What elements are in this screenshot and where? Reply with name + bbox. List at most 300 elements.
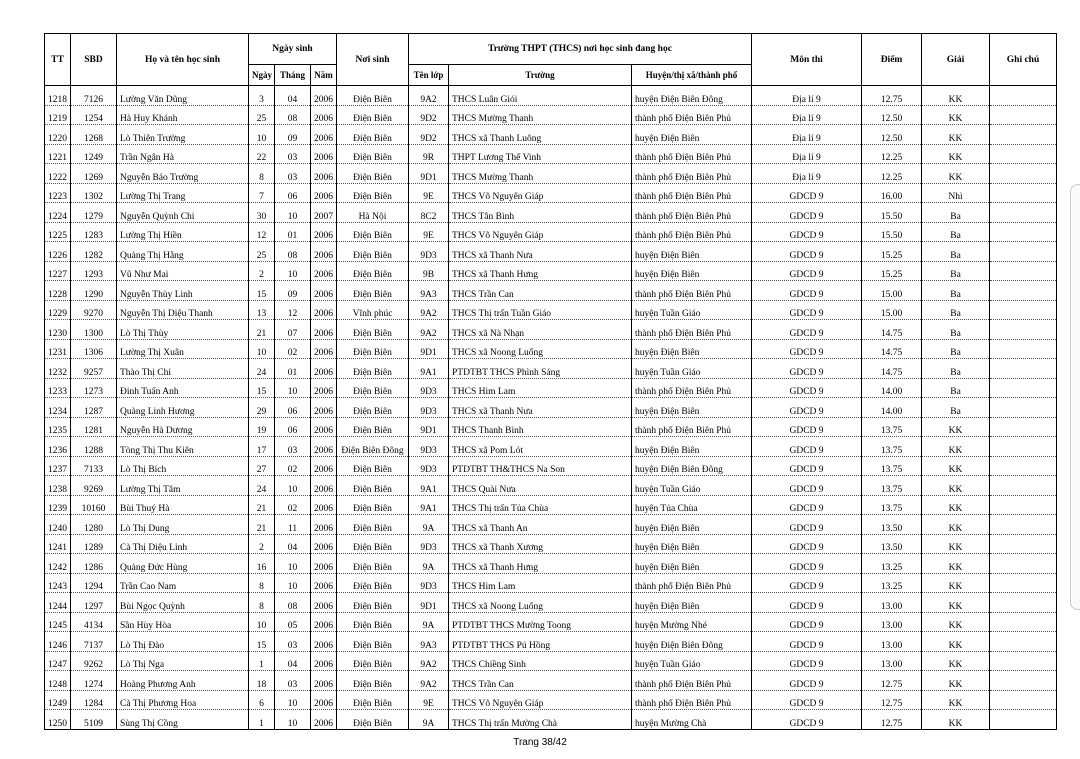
cell-school: THCS xã Pom Lót — [449, 437, 632, 457]
header-class: Tên lớp — [409, 65, 449, 86]
cell-birth-place: Điện Biên — [337, 242, 409, 262]
cell-district: huyện Điện Biên — [632, 398, 752, 418]
cell-score: 15.00 — [862, 281, 922, 301]
cell-district: thành phố Điện Biên Phủ — [632, 671, 752, 691]
cell-sbd: 10160 — [71, 495, 117, 515]
cell-year: 2006 — [311, 105, 337, 125]
cell-score: 15.00 — [862, 300, 922, 320]
cell-name: Quàng Đức Hùng — [117, 554, 249, 574]
cell-district: huyện Tuần Giáo — [632, 300, 752, 320]
cell-note — [990, 515, 1057, 535]
cell-class: 9A1 — [409, 476, 449, 496]
header-district: Huyện/thị xã/thành phố — [632, 65, 752, 86]
cell-subject: GDCD 9 — [752, 690, 862, 710]
cell-prize: Ba — [922, 378, 990, 398]
cell-tt: 1248 — [45, 671, 71, 691]
cell-birth-place: Điện Biên — [337, 710, 409, 730]
cell-tt: 1241 — [45, 534, 71, 554]
cell-sbd: 7126 — [71, 86, 117, 106]
cell-prize: Ba — [922, 300, 990, 320]
cell-name: Lò Thị Đào — [117, 632, 249, 652]
cell-subject: GDCD 9 — [752, 495, 862, 515]
cell-tt: 1238 — [45, 476, 71, 496]
cell-tt: 1242 — [45, 554, 71, 574]
header-score: Điểm — [862, 34, 922, 86]
cell-year: 2006 — [311, 144, 337, 164]
cell-school: THCS xã Thanh An — [449, 515, 632, 535]
cell-district: thành phố Điện Biên Phủ — [632, 281, 752, 301]
cell-note — [990, 378, 1057, 398]
cell-birth-place: Điện Biên — [337, 281, 409, 301]
table-row — [45, 534, 1057, 554]
table-row — [45, 398, 1057, 418]
cell-month: 02 — [275, 456, 311, 476]
cell-prize: KK — [922, 476, 990, 496]
cell-year: 2006 — [311, 398, 337, 418]
cell-subject: GDCD 9 — [752, 671, 862, 691]
cell-birth-place: Điện Biên — [337, 86, 409, 106]
cell-birth-place: Vĩnh phúc — [337, 300, 409, 320]
cell-prize: Nhì — [922, 183, 990, 203]
cell-district: thành phố Điện Biên Phủ — [632, 417, 752, 437]
cell-class: 9D3 — [409, 456, 449, 476]
cell-school: THCS Him Lam — [449, 573, 632, 593]
cell-tt: 1221 — [45, 144, 71, 164]
cell-note — [990, 651, 1057, 671]
cell-note — [990, 320, 1057, 340]
cell-district: huyện Tuần Giáo — [632, 476, 752, 496]
cell-year: 2006 — [311, 710, 337, 730]
cell-prize: KK — [922, 515, 990, 535]
cell-year: 2006 — [311, 417, 337, 437]
cell-day: 15 — [249, 632, 275, 652]
cell-class: 9A2 — [409, 671, 449, 691]
cell-class: 9A1 — [409, 359, 449, 379]
cell-class: 9D3 — [409, 378, 449, 398]
cell-class: 9D3 — [409, 534, 449, 554]
cell-class: 9E — [409, 183, 449, 203]
cell-note — [990, 222, 1057, 242]
cell-note — [990, 456, 1057, 476]
table-row — [45, 320, 1057, 340]
cell-birth-place: Điện Biên — [337, 456, 409, 476]
cell-birth-place: Điện Biên — [337, 125, 409, 145]
cell-month: 06 — [275, 183, 311, 203]
cell-sbd: 1283 — [71, 222, 117, 242]
cell-name: Bùi Ngọc Quỳnh — [117, 593, 249, 613]
cell-tt: 1239 — [45, 495, 71, 515]
cell-school: THCS Mường Thanh — [449, 164, 632, 184]
cell-sbd: 1294 — [71, 573, 117, 593]
cell-month: 09 — [275, 281, 311, 301]
cell-note — [990, 242, 1057, 262]
cell-month: 03 — [275, 144, 311, 164]
table-row — [45, 612, 1057, 632]
cell-birth-place: Điện Biên — [337, 261, 409, 281]
cell-score: 14.75 — [862, 320, 922, 340]
cell-birth-place: Điện Biên — [337, 593, 409, 613]
cell-birth-place: Điện Biên — [337, 164, 409, 184]
cell-score: 13.75 — [862, 456, 922, 476]
cell-score: 13.00 — [862, 593, 922, 613]
cell-tt: 1231 — [45, 339, 71, 359]
header-month: Tháng — [275, 65, 311, 86]
cell-tt: 1246 — [45, 632, 71, 652]
cell-sbd: 1293 — [71, 261, 117, 281]
cell-name: Quàng Thị Hằng — [117, 242, 249, 262]
cell-prize: Ba — [922, 320, 990, 340]
cell-class: 9D1 — [409, 593, 449, 613]
cell-day: 27 — [249, 456, 275, 476]
table-row — [45, 671, 1057, 691]
cell-score: 13.50 — [862, 515, 922, 535]
cell-score: 13.00 — [862, 651, 922, 671]
cell-subject: GDCD 9 — [752, 554, 862, 574]
cell-class: 9A — [409, 515, 449, 535]
cell-name: Đinh Tuấn Anh — [117, 378, 249, 398]
cell-school: THCS Võ Nguyên Giáp — [449, 183, 632, 203]
cell-tt: 1222 — [45, 164, 71, 184]
table-row — [45, 593, 1057, 613]
cell-name: Hoàng Phương Anh — [117, 671, 249, 691]
table-row — [45, 476, 1057, 496]
cell-name: Nguyễn Quỳnh Chi — [117, 203, 249, 223]
cell-birth-place: Điện Biên — [337, 534, 409, 554]
cell-prize: Ba — [922, 242, 990, 262]
cell-note — [990, 300, 1057, 320]
cell-subject: Địa lí 9 — [752, 125, 862, 145]
cell-year: 2006 — [311, 515, 337, 535]
cell-subject: Địa lí 9 — [752, 164, 862, 184]
cell-day: 10 — [249, 339, 275, 359]
cell-district: thành phố Điện Biên Phủ — [632, 378, 752, 398]
cell-subject: GDCD 9 — [752, 398, 862, 418]
cell-subject: GDCD 9 — [752, 183, 862, 203]
cell-subject: GDCD 9 — [752, 573, 862, 593]
vertical-scrollbar[interactable] — [1070, 184, 1080, 610]
cell-score: 13.75 — [862, 437, 922, 457]
cell-name: Trần Ngân Hà — [117, 144, 249, 164]
cell-year: 2006 — [311, 612, 337, 632]
cell-note — [990, 183, 1057, 203]
cell-class: 9R — [409, 144, 449, 164]
cell-tt: 1247 — [45, 651, 71, 671]
cell-class: 9E — [409, 690, 449, 710]
cell-sbd: 1297 — [71, 593, 117, 613]
cell-prize: Ba — [922, 359, 990, 379]
cell-district: huyện Điện Biên — [632, 261, 752, 281]
cell-day: 21 — [249, 495, 275, 515]
cell-school: THCS xã Thanh Hưng — [449, 554, 632, 574]
cell-sbd: 5109 — [71, 710, 117, 730]
cell-class: 9D1 — [409, 339, 449, 359]
cell-class: 9D3 — [409, 437, 449, 457]
cell-sbd: 1269 — [71, 164, 117, 184]
cell-day: 2 — [249, 534, 275, 554]
cell-score: 13.25 — [862, 554, 922, 574]
cell-day: 6 — [249, 690, 275, 710]
cell-sbd: 7137 — [71, 632, 117, 652]
cell-month: 06 — [275, 398, 311, 418]
table-row — [45, 573, 1057, 593]
cell-prize: KK — [922, 651, 990, 671]
cell-month: 10 — [275, 710, 311, 730]
cell-day: 24 — [249, 359, 275, 379]
cell-school: THCS xã Noong Luống — [449, 593, 632, 613]
cell-score: 13.75 — [862, 417, 922, 437]
cell-note — [990, 417, 1057, 437]
cell-prize: KK — [922, 690, 990, 710]
cell-note — [990, 339, 1057, 359]
cell-name: Sần Hùy Hòa — [117, 612, 249, 632]
cell-school: THCS Quài Nưa — [449, 476, 632, 496]
cell-sbd: 1280 — [71, 515, 117, 535]
cell-birth-place: Điện Biên — [337, 495, 409, 515]
cell-class: 9B — [409, 261, 449, 281]
cell-subject: GDCD 9 — [752, 339, 862, 359]
table-row — [45, 651, 1057, 671]
cell-sbd: 9270 — [71, 300, 117, 320]
cell-month: 05 — [275, 612, 311, 632]
cell-subject: GDCD 9 — [752, 651, 862, 671]
cell-tt: 1244 — [45, 593, 71, 613]
cell-subject: GDCD 9 — [752, 534, 862, 554]
table-row — [45, 105, 1057, 125]
cell-day: 17 — [249, 437, 275, 457]
cell-note — [990, 398, 1057, 418]
cell-birth-place: Điện Biên — [337, 339, 409, 359]
cell-year: 2006 — [311, 378, 337, 398]
cell-subject: GDCD 9 — [752, 378, 862, 398]
cell-subject: GDCD 9 — [752, 359, 862, 379]
cell-score: 12.75 — [862, 671, 922, 691]
cell-prize: KK — [922, 554, 990, 574]
cell-day: 24 — [249, 476, 275, 496]
cell-name: Lường Thị Hiền — [117, 222, 249, 242]
cell-score: 12.25 — [862, 144, 922, 164]
cell-year: 2006 — [311, 632, 337, 652]
cell-year: 2006 — [311, 651, 337, 671]
cell-month: 11 — [275, 515, 311, 535]
cell-school: THCS xã Nà Nhạn — [449, 320, 632, 340]
table-row — [45, 261, 1057, 281]
cell-prize: KK — [922, 534, 990, 554]
cell-district: huyện Mường Chà — [632, 710, 752, 730]
cell-district: thành phố Điện Biên Phủ — [632, 183, 752, 203]
cell-subject: GDCD 9 — [752, 456, 862, 476]
cell-name: Lường Thị Trang — [117, 183, 249, 203]
cell-class: 9E — [409, 222, 449, 242]
cell-subject: Địa lí 9 — [752, 144, 862, 164]
cell-note — [990, 476, 1057, 496]
cell-prize: Ba — [922, 281, 990, 301]
cell-month: 03 — [275, 164, 311, 184]
cell-name: Lường Thị Xuân — [117, 339, 249, 359]
cell-year: 2006 — [311, 183, 337, 203]
cell-day: 10 — [249, 612, 275, 632]
cell-school: THCS xã Noong Luống — [449, 339, 632, 359]
cell-month: 10 — [275, 476, 311, 496]
cell-day: 10 — [249, 125, 275, 145]
cell-school: THCS Trần Can — [449, 281, 632, 301]
cell-tt: 1228 — [45, 281, 71, 301]
table-row — [45, 378, 1057, 398]
cell-prize: KK — [922, 593, 990, 613]
cell-score: 13.75 — [862, 476, 922, 496]
table-row — [45, 203, 1057, 223]
table-row — [45, 183, 1057, 203]
cell-month: 02 — [275, 339, 311, 359]
cell-school: THCS Thị trấn Tủa Chùa — [449, 495, 632, 515]
cell-class: 9A3 — [409, 281, 449, 301]
cell-name: Cà Thị Phương Hoa — [117, 690, 249, 710]
cell-subject: Địa lí 9 — [752, 105, 862, 125]
cell-month: 12 — [275, 300, 311, 320]
cell-tt: 1243 — [45, 573, 71, 593]
cell-prize: KK — [922, 417, 990, 437]
cell-name: Lò Thiên Trường — [117, 125, 249, 145]
table-header — [45, 34, 1057, 86]
cell-score: 12.50 — [862, 105, 922, 125]
cell-day: 13 — [249, 300, 275, 320]
cell-month: 10 — [275, 554, 311, 574]
cell-note — [990, 86, 1057, 106]
cell-sbd: 1288 — [71, 437, 117, 457]
cell-day: 25 — [249, 105, 275, 125]
cell-year: 2006 — [311, 86, 337, 106]
cell-day: 19 — [249, 417, 275, 437]
cell-year: 2006 — [311, 281, 337, 301]
cell-note — [990, 554, 1057, 574]
cell-school: THCS xã Thanh Nưa — [449, 242, 632, 262]
cell-day: 1 — [249, 710, 275, 730]
cell-day: 3 — [249, 86, 275, 106]
cell-sbd: 1268 — [71, 125, 117, 145]
cell-year: 2006 — [311, 554, 337, 574]
cell-score: 12.75 — [862, 86, 922, 106]
cell-note — [990, 164, 1057, 184]
cell-note — [990, 632, 1057, 652]
cell-birth-place: Điện Biên Đông — [337, 437, 409, 457]
cell-year: 2006 — [311, 164, 337, 184]
cell-district: huyện Điện Biên Đông — [632, 86, 752, 106]
cell-school: THCS Chiềng Sinh — [449, 651, 632, 671]
cell-prize: Ba — [922, 203, 990, 223]
page-number: Trang 38/42 — [513, 737, 567, 748]
cell-birth-place: Điện Biên — [337, 359, 409, 379]
header-birth-date: Ngày sinh — [249, 34, 337, 65]
cell-birth-place: Điện Biên — [337, 515, 409, 535]
cell-class: 9D3 — [409, 398, 449, 418]
cell-day: 22 — [249, 144, 275, 164]
cell-day: 8 — [249, 593, 275, 613]
cell-tt: 1249 — [45, 690, 71, 710]
cell-birth-place: Điện Biên — [337, 222, 409, 242]
cell-tt: 1218 — [45, 86, 71, 106]
cell-name: Trần Cao Nam — [117, 573, 249, 593]
cell-score: 16.00 — [862, 183, 922, 203]
cell-score: 15.25 — [862, 242, 922, 262]
cell-note — [990, 495, 1057, 515]
cell-district: huyện Điện Biên Đông — [632, 456, 752, 476]
header-year: Năm — [311, 65, 337, 86]
cell-month: 04 — [275, 86, 311, 106]
cell-note — [990, 690, 1057, 710]
cell-note — [990, 671, 1057, 691]
cell-school: THPT Lương Thế Vinh — [449, 144, 632, 164]
cell-name: Bùi Thuý Hà — [117, 495, 249, 515]
cell-birth-place: Điện Biên — [337, 105, 409, 125]
cell-prize: KK — [922, 164, 990, 184]
cell-school: PTDTBT THCS Pú Hồng — [449, 632, 632, 652]
cell-school: THCS Võ Nguyên Giáp — [449, 222, 632, 242]
cell-district: thành phố Điện Biên Phủ — [632, 690, 752, 710]
cell-prize: Ba — [922, 261, 990, 281]
cell-prize: KK — [922, 671, 990, 691]
cell-tt: 1240 — [45, 515, 71, 535]
cell-district: thành phố Điện Biên Phủ — [632, 144, 752, 164]
cell-sbd: 1284 — [71, 690, 117, 710]
cell-subject: GDCD 9 — [752, 281, 862, 301]
cell-day: 15 — [249, 378, 275, 398]
cell-sbd: 4134 — [71, 612, 117, 632]
cell-note — [990, 534, 1057, 554]
cell-subject: GDCD 9 — [752, 300, 862, 320]
cell-district: thành phố Điện Biên Phủ — [632, 105, 752, 125]
results-sheet — [44, 33, 1056, 730]
cell-birth-place: Điện Biên — [337, 378, 409, 398]
cell-class: 9D2 — [409, 105, 449, 125]
cell-sbd: 1254 — [71, 105, 117, 125]
cell-birth-place: Điện Biên — [337, 612, 409, 632]
cell-year: 2006 — [311, 125, 337, 145]
cell-prize: KK — [922, 632, 990, 652]
cell-note — [990, 261, 1057, 281]
cell-tt: 1224 — [45, 203, 71, 223]
cell-year: 2006 — [311, 671, 337, 691]
cell-district: huyện Tủa Chùa — [632, 495, 752, 515]
cell-tt: 1229 — [45, 300, 71, 320]
cell-district: huyện Điện Biên — [632, 242, 752, 262]
cell-district: huyện Điện Biên — [632, 437, 752, 457]
cell-name: Vũ Như Mai — [117, 261, 249, 281]
cell-district: thành phố Điện Biên Phủ — [632, 320, 752, 340]
cell-subject: GDCD 9 — [752, 320, 862, 340]
cell-prize: KK — [922, 456, 990, 476]
cell-school: THCS Võ Nguyên Giáp — [449, 690, 632, 710]
cell-prize: KK — [922, 105, 990, 125]
cell-school: THCS Luân Giói — [449, 86, 632, 106]
cell-day: 2 — [249, 261, 275, 281]
cell-month: 04 — [275, 534, 311, 554]
cell-birth-place: Điện Biên — [337, 632, 409, 652]
cell-subject: GDCD 9 — [752, 417, 862, 437]
cell-note — [990, 125, 1057, 145]
cell-class: 9D3 — [409, 573, 449, 593]
table-row — [45, 495, 1057, 515]
cell-birth-place: Điện Biên — [337, 554, 409, 574]
cell-prize: KK — [922, 125, 990, 145]
cell-class: 9A1 — [409, 495, 449, 515]
cell-birth-place: Hà Nội — [337, 203, 409, 223]
table-row — [45, 554, 1057, 574]
cell-class: 9A — [409, 554, 449, 574]
cell-month: 10 — [275, 203, 311, 223]
cell-month: 07 — [275, 320, 311, 340]
cell-year: 2006 — [311, 242, 337, 262]
table-row — [45, 710, 1057, 730]
cell-tt: 1225 — [45, 222, 71, 242]
